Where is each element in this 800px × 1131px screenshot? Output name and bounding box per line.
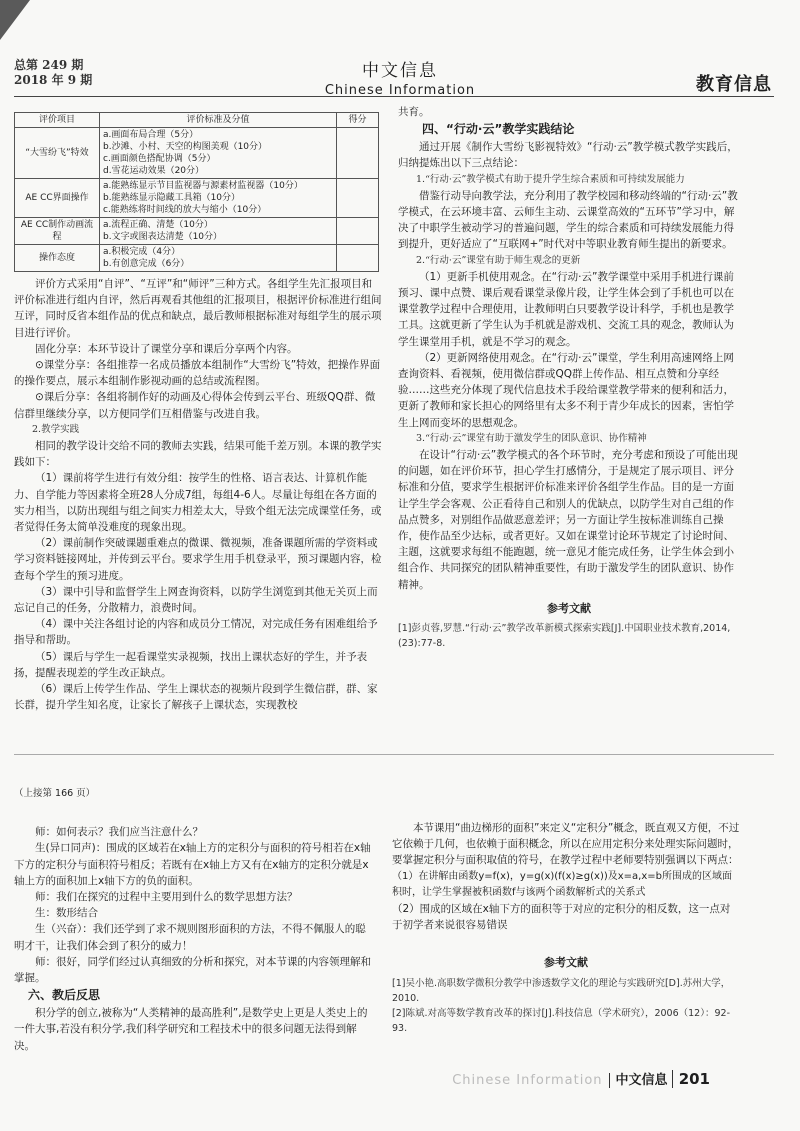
criterion: d.雪花运动效果（20分）: [103, 166, 205, 176]
paragraph: 本节课用“曲边梯形的面积”来定义“定积分”概念，既直观又方便，不过它依赖于几何，也依赖于面积概念，所以在应用定积分来处理实际问题时，要掌握定积分与面积取值的符号，在教学过程中老师要特别强调以下两点：: [392, 822, 740, 867]
criterion: c.画面颜色搭配协调（5分）: [103, 154, 216, 164]
table-row: [15, 245, 379, 272]
criterion: b.文字或图表达清楚（10分）: [103, 232, 223, 242]
table-row: [15, 128, 379, 179]
paragraph: （2）围成的区域在x轴下方的面积等于对应的定积分的相反数，这一点对于初学者来说很容易错误: [392, 903, 731, 932]
reference-item: [2]陈斌.对高等数学教育改革的探讨[J].科技信息（学术研究），2006（12）：92-93.: [392, 1007, 730, 1034]
table-cell-item: 操作态度: [15, 245, 100, 272]
paragraph: 借鉴行动导向教学法，充分利用了教学校园和移动终端的“行动·云”教学模式，在云环境丰富、云师生主动、云课堂高效的“五环节”学习中，解决了中职学生被动学习的普遍问题，学生的综合素质和可持续发展能力得到提升，更好适应了“互联网+”时代对中等职业教育师生提出的新要求。: [398, 189, 738, 251]
table-cell-score: [337, 128, 379, 179]
table-row: [15, 179, 379, 218]
right-column: [398, 104, 740, 651]
dialogue-line: 师：很好，同学们经过认真细致的分析和探究，对本节课的内容领理解和掌握。: [14, 955, 371, 985]
reference-item: [1]彭贞蓉,罗慧.“行动·云”教学改革新模式探索实践[J].中国职业技术教育,2014,(23):77-8.: [398, 623, 731, 650]
bottom-left-column: [14, 786, 376, 1054]
table-header-item: 评价项目: [15, 113, 100, 128]
paragraph: 积分学的创立,被称为“人类精神的最高胜利”,是数学史上更是人类史上的一件大事,若没有积分学,我们科学研究和工程技术中的很多问题无法得到解决。: [14, 1007, 368, 1052]
criterion: a.积极完成（4分）: [103, 247, 181, 257]
criterion: a.流程正确、清楚（10分）: [103, 220, 213, 230]
issue-date: 2018 年 9 期: [14, 73, 93, 87]
table-row: [15, 218, 379, 245]
dialogue-line: 生：数形结合: [35, 907, 98, 920]
table-header-score: 得分: [337, 113, 379, 128]
dialogue-line: 生（兴奋）：我们还学到了求不规则图形面积的方法，不得不佩服人的聪明才干，让我们体会到了积分的威力！: [14, 923, 366, 952]
table-header-row: [15, 113, 379, 128]
journal-title: [250, 56, 550, 98]
paragraph: （4）课中关注各组讨论的内容和成员分工情况，对完成任务有困难组给予指导和帮助。: [14, 618, 378, 647]
criterion: a.能熟练显示节目监视器与源素材监视器（10分）: [103, 181, 303, 191]
issue-info: [14, 58, 92, 88]
section-heading: 四、“行动·云”教学实践结论: [422, 122, 575, 137]
footer-journal-cn: 中文信息: [609, 1073, 668, 1088]
table-cell-score: [337, 218, 379, 245]
dialogue-line: 生(异口同声)：围成的区域若在x轴上方的定积分与面积的符号相若在x轴下方的定积分与面积符号相反；若既有在x轴上方又有在x轴方的定积分就是x轴上方的面积加上x轴下方的负的面积。: [14, 842, 371, 887]
reference-item: [1]吴小艳.高职数学微积分教学中渗透数学文化的理论与实践研究[D].苏州大学，2010.: [392, 977, 731, 1004]
criterion: b.沙滩、小村、天空的构图美观（10分）: [103, 142, 268, 152]
table-cell-score: [337, 179, 379, 218]
paragraph: （1）更新手机使用观念。在“行动·云”教学课堂中采用手机进行课前预习、课中点赞、课后观看课堂录像片段，让学生体会到了手机也可以在课堂教学过程中合理使用，让教师明白只要教学设计科学，手机也是教学工具。这就更新了学生认为手机就是游戏机、交流工具的观念，教师认为学生课堂用手机，就是不学习的观念。: [398, 270, 734, 348]
paragraph: （3）课中引导和监督学生上网查询资料，以防学生浏览到其他无关页上而忘记自己的任务，分散精力，浪费时间。: [14, 585, 378, 615]
paragraph: （6）课后上传学生作品、学生上课状态的视频片段到学生微信群，群、家长群，提升学生知名度，让家长了解孩子上课状态，实现教校: [14, 683, 378, 712]
journal-title-en: Chinese Information: [324, 83, 476, 98]
criterion: b.有创意完成（6分）: [103, 259, 190, 269]
subsection-title: 2.教学实践: [32, 423, 80, 435]
paragraph: 相同的教学设计交给不同的教师去实践，结果可能千差万别。本课的教学实践如下：: [14, 440, 382, 469]
paragraph: 固化分享：本环节设计了课堂分享和课后分享两个内容。: [35, 342, 298, 355]
criterion: b.能熟练显示隐藏工具箱（10分）: [103, 193, 241, 203]
article-divider: [14, 754, 774, 755]
header-rule: [14, 96, 774, 97]
subsection-title: 3.“行动·云”课堂有助于激发学生的团队意识、协作精神: [416, 432, 647, 444]
section-title: 教育信息: [696, 74, 772, 95]
criterion: a.画面布局合理（5分）: [103, 130, 199, 140]
evaluation-table: [14, 112, 379, 272]
left-column: [14, 112, 382, 713]
paragraph: 评价方式采用“自评”、“互评”和“师评”三种方式。各组学生先汇报项目和评价标准进行组内自评，然后再观看其他组的汇报项目，根据评价标准进行组间互评，同时反省本组作品的优点和缺点，最后教师根据标准对每组学生的展示项目进行评价。: [14, 278, 382, 339]
section-heading: 六、教后反思: [28, 988, 101, 1003]
issue-number: 总第 249 期: [14, 58, 84, 72]
table-cell-criteria: [100, 128, 337, 179]
dialogue-line: 师：我们在探究的过程中主要用到什么的数学思想方法？: [35, 891, 298, 904]
journal-title-cn: 中文信息: [362, 61, 438, 81]
paragraph-lead: 共育。: [398, 106, 430, 118]
paragraph: （2）课前制作突破课题重难点的微课、微视频，准备课题所需的学资料或学习资料链接网址，并传到云平台。要求学生用手机登录平，预习课题内容，检查每个学生的预习进度。: [14, 537, 382, 582]
subsection-title: 1.“行动·云”教学模式有助于提升学生综合素质和可持续发展能力: [416, 173, 685, 185]
table-cell-criteria: [100, 245, 337, 272]
page-number: 201: [672, 1070, 710, 1088]
paragraph: （1）在讲解由函数y=f(x)，y=g(x)(f(x)≥g(x))及x=a,x=b所围成的区域面积时，让学生掌握被积函数f与该两个函数解析式的关系式: [392, 870, 733, 898]
table-cell-criteria: [100, 218, 337, 245]
table-header-criteria: 评价标准及分值: [100, 113, 337, 128]
criterion: c.能熟练将时间线的放大与缩小（10分）: [103, 205, 267, 215]
bottom-right-column: [392, 820, 740, 1036]
table-cell-item: “大雪纷飞”特效: [15, 128, 100, 179]
table-cell-item: AE CC界面操作: [15, 179, 100, 218]
table-cell-criteria: [100, 179, 337, 218]
table-cell-item: AE CC制作动画流程: [15, 218, 100, 245]
page-corner-shadow: [0, 0, 30, 40]
paragraph: （1）课前将学生进行有效分组：按学生的性格、语言表达、计算机作能力、自学能力等因素将全班28人分成7组，每组4-6人。尽量让每组在各方面的实力相当，以防出现组与组之间实力相差太大，导致个组无法完成课堂任务，或者觉得任务太简单没难度的现象出现。: [14, 472, 382, 534]
subsection-title: 2.“行动·云”课堂有助于师生观念的更新: [416, 254, 581, 266]
continued-note: （上接第 166 页）: [14, 788, 96, 799]
dialogue-line: 师：如何表示？我们应当注意什么？: [35, 826, 203, 839]
references-heading: 参考文献: [544, 956, 588, 970]
paragraph: 通过开展《制作大雪纷飞影视特效》“行动·云”教学模式教学实践后，归纳提炼出以下三点结论：: [398, 141, 738, 170]
paragraph: 在设计“行动·云”教学模式的各个环节时，充分考虑和预设了可能出现的问题，如在评价环节，担心学生打感情分，于是规定了展示项目、评分标准和分值，要求学生根据评价标准来评价各组学生作品。目的是一方面让学生学会客观、公正看待自己和别人的优缺点，以防学生对自己组的作品点赞多，对别组作品做恶意差评；另一方面让学生按标准训练自己操作，使作品至少达标，或者更好。又如在课堂讨论环节规定了讨论时间、主题，这就要求每组不能跑题，统一意见才能完成任务，让学生体会到小组合作、共同探究的团队精神重要性，有助于激发学生的团队意识、协作精神。: [398, 449, 738, 591]
page-footer: [452, 1069, 710, 1088]
footer-journal-en: Chinese Information: [452, 1073, 603, 1088]
paragraph: ⊙课堂分享：各组推荐一名成员播放本组制作“大雪纷飞”特效，把操作界面的操作要点，展示本组制作影视动画的总结或流程图。: [14, 359, 381, 388]
paragraph: （2）更新网络使用观念。在“行动·云”课堂，学生利用高速网络上网查询资料、看视频，使用微信群或QQ群上传作品、相互点赞和分享经验……这些充分体现了现代信息技术手段给课堂教学带来的便利和活力，更新了教师和家长担心的网络里有太多不利于青少年成长的因素，害怕学生上网而变坏的思想观念。: [398, 351, 734, 429]
references-heading: 参考文献: [547, 601, 591, 615]
paragraph: （5）课后与学生一起看课堂实录视频，找出上课状态好的学生，并予表扬，提醒表现差的学生改正缺点。: [14, 650, 368, 679]
paragraph: ⊙课后分享：各组将制作好的动画及心得体会传到云平台、班级QQ群、微信群里继续分享，以方便同学们互相借鉴与改进自我。: [14, 391, 376, 420]
table-cell-score: [337, 245, 379, 272]
